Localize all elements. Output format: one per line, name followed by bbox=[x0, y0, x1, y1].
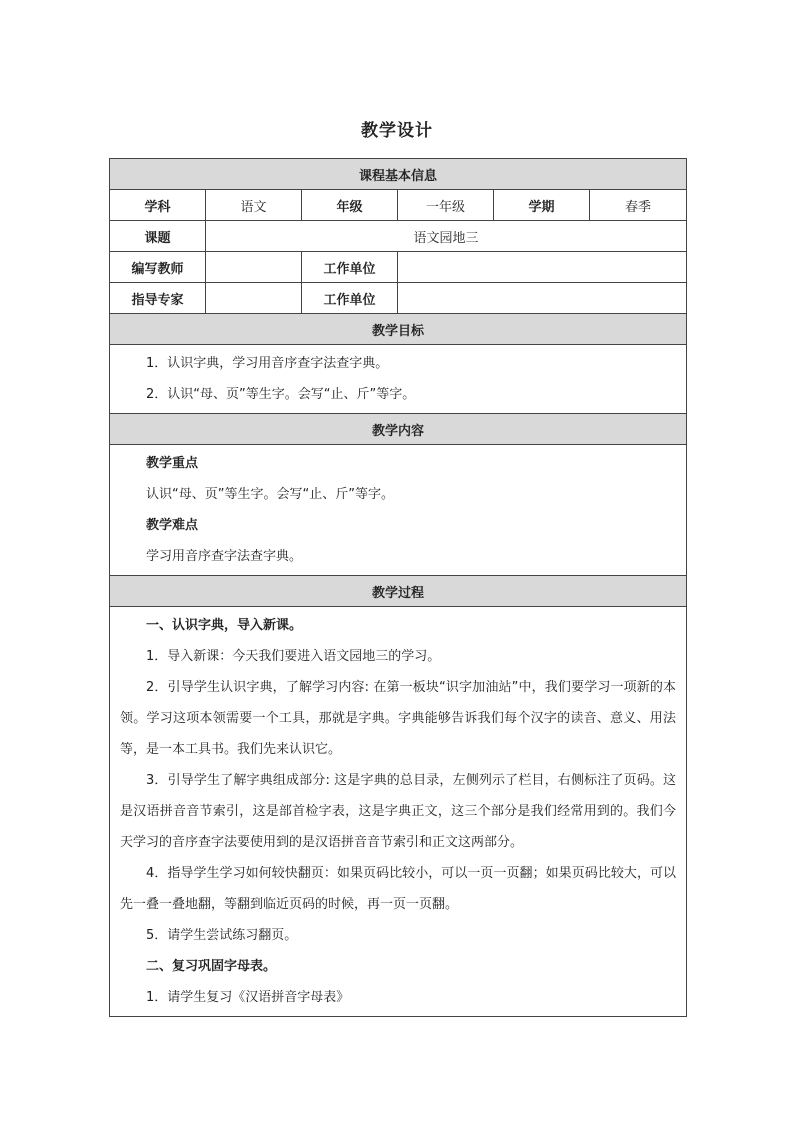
content-cell bbox=[110, 445, 687, 576]
grade-label: 年级 bbox=[302, 190, 398, 221]
objectives-header-row bbox=[110, 314, 687, 345]
key-point-text: 认识“母、页”等生字。会写“止、斤”等字。 bbox=[146, 487, 394, 502]
process-row bbox=[110, 607, 687, 1017]
objective-item: 1．认识字典，学习用音序查字法查字典。 bbox=[146, 356, 389, 371]
grade-value: 一年级 bbox=[398, 190, 494, 221]
process-header: 教学过程 bbox=[110, 576, 687, 607]
subject-row bbox=[110, 190, 687, 221]
work-unit-value bbox=[398, 252, 687, 283]
content-header-row bbox=[110, 414, 687, 445]
difficulty-label: 教学难点 bbox=[146, 518, 199, 533]
content-row bbox=[110, 445, 687, 576]
process-paragraph: 1．请学生复习《汉语拼音字母表》 bbox=[146, 990, 350, 1005]
expert-row bbox=[110, 283, 687, 314]
document-title: 教学设计 bbox=[361, 121, 433, 141]
expert-work-unit-value bbox=[398, 283, 687, 314]
expert-work-unit-label: 工作单位 bbox=[302, 283, 398, 314]
process-cell bbox=[110, 607, 687, 1017]
topic-value: 语文园地三 bbox=[206, 221, 687, 252]
content-header: 教学内容 bbox=[110, 414, 687, 445]
basic-info-header: 课程基本信息 bbox=[110, 159, 687, 190]
expert-label: 指导专家 bbox=[110, 283, 206, 314]
objectives-row bbox=[110, 345, 687, 414]
process-section-heading: 二、复习巩固字母表。 bbox=[146, 959, 277, 974]
process-paragraph: 2．引导学生认识字典，了解学习内容: 在第一板块“识字加油站”中，我们要学习一项新的本领。学习这项本领需要一个工具，那就是字典。字典能够告诉我们每个汉字的读音、意义、用法等，是一本工具书。我们先来认识它。 bbox=[120, 680, 677, 757]
process-paragraph: 4．指导学生学习如何较快翻页：如果页码比较小，可以一页一页翻；如果页码比较大，可以先一叠一叠地翻，等翻到临近页码的时候，再一页一页翻。 bbox=[120, 866, 677, 912]
subject-value: 语文 bbox=[206, 190, 302, 221]
basic-info-header-row bbox=[110, 159, 687, 190]
objectives-header: 教学目标 bbox=[110, 314, 687, 345]
term-value: 春季 bbox=[590, 190, 687, 221]
process-paragraph: 3．引导学生了解字典组成部分: 这是字典的总目录，左侧列示了栏目，右侧标注了页码。这是汉语拼音音节索引，这是部首检字表，这是字典正文，这三个部分是我们经常用到的。我们今天学习的音序查字法要使用到的是汉语拼音音节索引和正文这两部分。 bbox=[120, 773, 677, 850]
key-point-label: 教学重点 bbox=[146, 456, 199, 471]
work-unit-label: 工作单位 bbox=[302, 252, 398, 283]
term-label: 学期 bbox=[494, 190, 590, 221]
teacher-row bbox=[110, 252, 687, 283]
process-header-row bbox=[110, 576, 687, 607]
subject-label: 学科 bbox=[110, 190, 206, 221]
topic-label: 课题 bbox=[110, 221, 206, 252]
teacher-value bbox=[206, 252, 302, 283]
objective-item: 2．认识“母、页”等生字。会写“止、斤”等字。 bbox=[146, 387, 416, 402]
expert-value bbox=[206, 283, 302, 314]
objectives-cell bbox=[110, 345, 687, 414]
topic-row bbox=[110, 221, 687, 252]
lesson-plan-table bbox=[109, 158, 687, 1017]
teacher-label: 编写教师 bbox=[110, 252, 206, 283]
process-section-heading: 一、认识字典，导入新课。 bbox=[146, 618, 303, 633]
process-paragraph: 1．导入新课：今天我们要进入语文园地三的学习。 bbox=[146, 649, 441, 664]
difficulty-text: 学习用音序查字法查字典。 bbox=[146, 549, 303, 564]
process-paragraph: 5．请学生尝试练习翻页。 bbox=[146, 928, 298, 943]
